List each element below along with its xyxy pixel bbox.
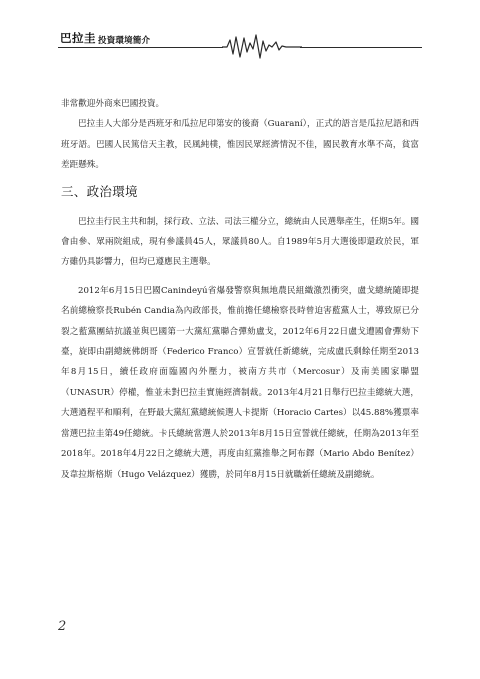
section-paragraph-events: 2012年6月15日巴國Canindeyú省爆發警察與無地農民組織激烈衝突，盧戈總統隨即提名前總檢察長Rubén Candia為內政部長，惟前擔任總檢察長時曾迫害藍黨人士，導致原已分裂之藍黨團結抗議並與巴國第一大黨紅黨聯合彈劾盧戈，2012年6月22日盧戈遭國會彈劾下臺，旋即由副總統佛朗哥（Federico Franco）宣誓就任新總統，完成盧氏剩餘任期至2013年8月15日，續任政府面臨國內外壓力，被南方共市（Mercosur）及南美國家聯盟（UNASUR）停權，惟並未對巴拉圭實施經濟制裁。2013年4月21日舉行巴拉圭總統大選，大選過程平和順利，在野最大黨紅黨總統候選人卡提斯（Horacio Cartes）以45.88%獲票率當選巴拉圭第49任總統。卡氏總統當選人於2013年8月15日宣誓就任總統，任期為2013年至2018年。2018年4月22日之總統大選，再度由紅黨推舉之阿布鐸（Mario Abdo Benítez）及韋拉斯格斯（Hugo Velázquez）獲勝，於同年8月15日就職新任總統及副總統。 [61,285,419,480]
header-title-sub: 投資環境簡介 [98,36,151,46]
header-title-main: 巴拉圭 [60,31,96,45]
running-header [0,30,480,62]
page-number: 2 [58,619,67,634]
section-heading: 三、政治環境 [61,183,138,199]
header-rule-left [58,47,223,48]
intro-tail-paragraph: 非常歡迎外商來巴國投資。 [61,99,165,109]
section-paragraph-system: 巴拉圭行民主共和制，採行政、立法、司法三權分立，總統由人民選舉產生，任期5年。國會由參、眾兩院組成，現有參議員45人，眾議員80人。自1989年5月大選後即還政於民，軍方雖仍具影響力，但均已遵應民主選舉。 [61,216,419,268]
intro-paragraph-population: 巴拉圭人大部分是西班牙和瓜拉尼印第安的後裔（Guaraní），正式的語言是瓜拉尼語和西班牙語。巴國人民篤信天主教，民風純樸，惟因民眾經濟情況不佳，國民教育水準不高，貧富差距懸殊。 [61,119,419,171]
heartbeat-wave-icon [222,32,302,60]
header-rule-right [300,47,422,48]
page-body [61,94,419,485]
header-title [60,31,151,46]
